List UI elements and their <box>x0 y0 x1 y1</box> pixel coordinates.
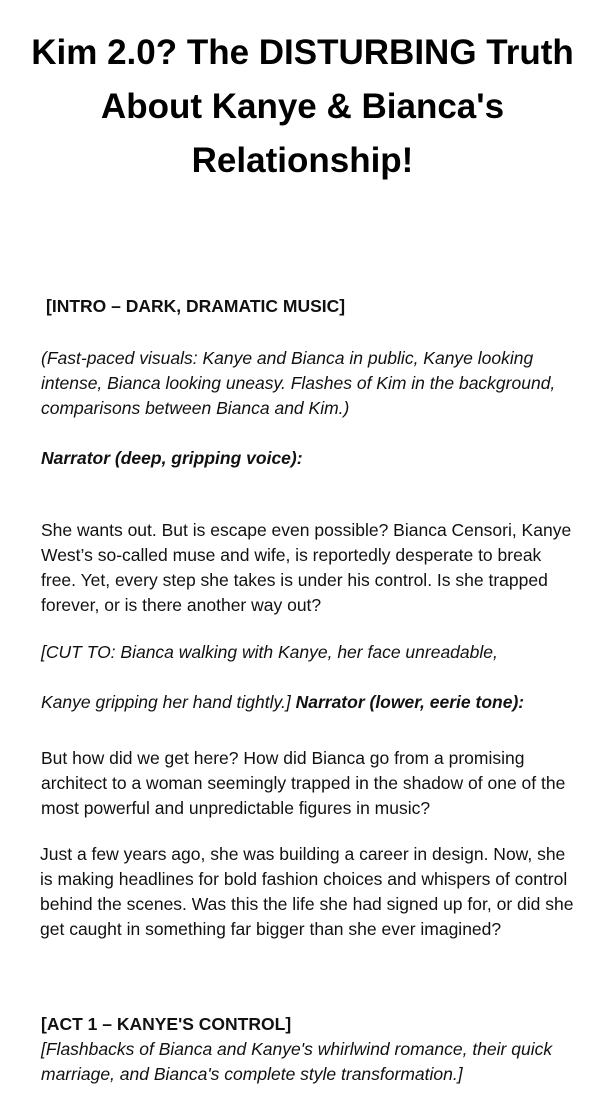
cut-to-line-2-row <box>41 690 581 715</box>
act-1-heading: [ACT 1 – KANYE'S CONTROL] <box>41 1014 292 1034</box>
intro-heading: [INTRO – DARK, DRAMATIC MUSIC] <box>46 296 346 316</box>
intro-visuals: (Fast-paced visuals: Kanye and Bianca in public, Kanye looking intense, Bianca looking uneasy. Flashes of Kim in the background, comparisons between Bianca and Kim.) <box>41 348 556 418</box>
paragraph-2: But how did we get here? How did Bianca go from a promising architect to a woman seemingly trapped in the shadow of one of the most powerful and unpredictable figures in music? <box>41 748 566 818</box>
paragraph-3: Just a few years ago, she was building a career in design. Now, she is making headlines for bold fashion choices and whispers of control behind the scenes. Was this the life she had signed up for, or did she get caught in something far bigger than she ever imagined? <box>40 844 574 939</box>
cut-to-line-1: [CUT TO: Bianca walking with Kanye, her face unreadable, <box>41 642 498 662</box>
act-1-flashbacks: [Flashbacks of Bianca and Kanye's whirlwind romance, their quick marriage, and Bianca's complete style transformation.] <box>41 1039 553 1084</box>
narrator-label-1: Narrator (deep, gripping voice): <box>41 448 303 468</box>
narrator-label-2: Narrator (lower, eerie tone): <box>295 692 525 712</box>
cut-to-line-2: Kanye gripping her hand tightly.] <box>41 692 291 712</box>
document-title: Kim 2.0? The DISTURBING Truth About Kanye & Bianca's Relationship! <box>31 33 574 180</box>
paragraph-1: She wants out. But is escape even possible? Bianca Censori, Kanye West’s so-called muse and wife, is reportedly desperate to break free. Yet, every step she takes is under his control. Is she trapped forever, or is there another way out? <box>41 520 572 615</box>
